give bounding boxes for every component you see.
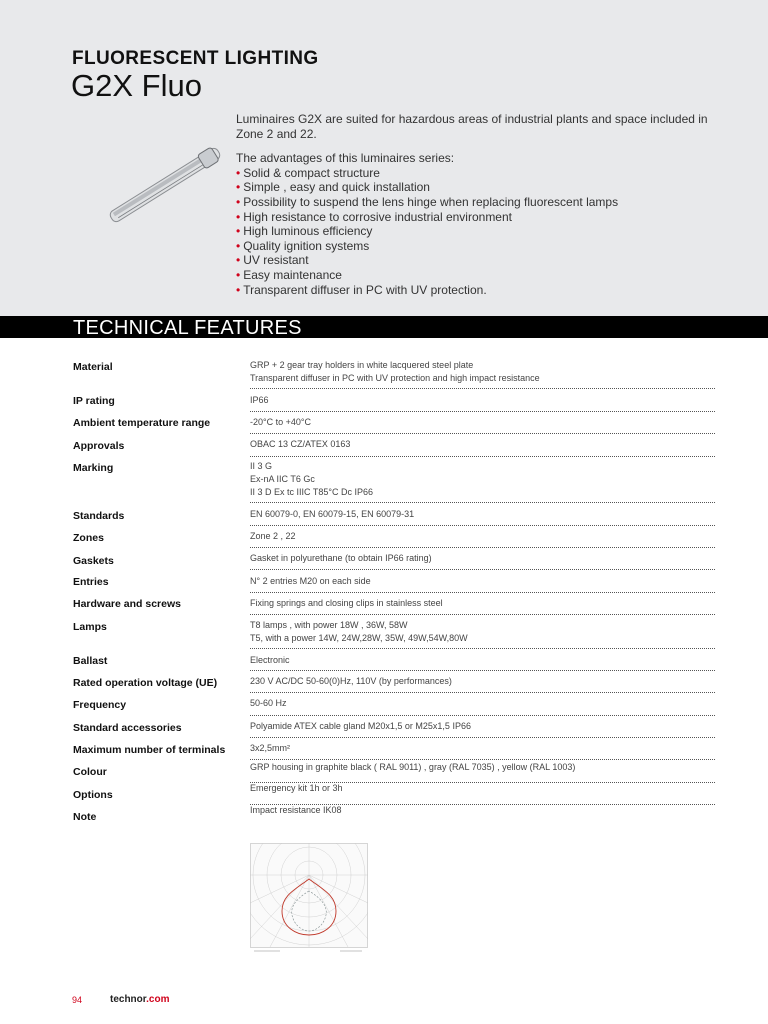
bullet-icon: • bbox=[236, 267, 241, 282]
spec-divider bbox=[250, 411, 715, 412]
advantage-item bbox=[236, 210, 726, 225]
spec-label: Marking bbox=[73, 462, 114, 474]
spec-divider bbox=[250, 388, 715, 389]
advantage-item bbox=[236, 239, 726, 254]
spec-divider bbox=[250, 456, 715, 457]
spec-value-line: GRP housing in graphite black ( RAL 9011) , gray (RAL 7035) , yellow (RAL 1003) bbox=[250, 762, 576, 772]
spec-value bbox=[250, 742, 715, 755]
spec-value-line: Ex-nA IIC T6 Gc bbox=[250, 474, 315, 484]
spec-divider bbox=[250, 547, 715, 548]
spec-value bbox=[250, 720, 715, 733]
spec-divider bbox=[250, 592, 715, 593]
spec-value bbox=[250, 508, 715, 521]
spec-value-line: EN 60079-0, EN 60079-15, EN 60079-31 bbox=[250, 509, 415, 519]
bullet-icon: • bbox=[236, 224, 241, 239]
spec-value-line: T5, with a power 14W, 24W,28W, 35W, 49W,54W,80W bbox=[250, 633, 468, 643]
advantage-item bbox=[236, 224, 726, 239]
spec-value bbox=[250, 804, 715, 817]
spec-divider bbox=[250, 670, 715, 671]
spec-value-line: Electronic bbox=[250, 655, 290, 665]
website-link[interactable] bbox=[110, 994, 169, 1005]
site-tld: .com bbox=[146, 994, 170, 1005]
spec-value-line: 50-60 Hz bbox=[250, 698, 287, 708]
advantage-text: High resistance to corrosive industrial environment bbox=[243, 209, 512, 224]
spec-label: Ambient temperature range bbox=[73, 417, 211, 429]
advantage-item bbox=[236, 195, 726, 210]
spec-label: IP rating bbox=[73, 395, 115, 407]
spec-divider bbox=[250, 433, 715, 434]
advantage-item bbox=[236, 180, 726, 195]
spec-value-line: Impact resistance IK08 bbox=[250, 805, 342, 815]
spec-label: Material bbox=[73, 361, 113, 373]
spec-label: Frequency bbox=[73, 699, 127, 711]
advantage-item bbox=[236, 283, 726, 298]
intro-text bbox=[236, 112, 726, 297]
spec-label: Zones bbox=[73, 532, 104, 544]
spec-label: Standards bbox=[73, 510, 125, 522]
spec-label: Ballast bbox=[73, 655, 108, 667]
spec-value bbox=[250, 438, 715, 451]
spec-value-line: Emergency kit 1h or 3h bbox=[250, 783, 343, 793]
spec-value bbox=[250, 675, 715, 688]
bullet-icon: • bbox=[236, 180, 241, 195]
spec-divider bbox=[250, 525, 715, 526]
spec-divider bbox=[250, 715, 715, 716]
spec-value-line: 230 V AC/DC 50-60(0)Hz, 110V (by performances) bbox=[250, 676, 452, 686]
intro-description: Luminaires G2X are suited for hazardous areas of industrial plants and space included in Zone 2 and 22. bbox=[236, 112, 708, 141]
advantage-text: Transparent diffuser in PC with UV protection. bbox=[243, 282, 487, 297]
section-band bbox=[0, 316, 768, 338]
spec-label: Colour bbox=[73, 766, 107, 778]
advantages-list bbox=[236, 166, 726, 297]
spec-value bbox=[250, 654, 715, 667]
spec-divider bbox=[250, 648, 715, 649]
product-title: G2X Fluo bbox=[71, 68, 202, 103]
spec-value-line: Polyamide ATEX cable gland M20x1,5 or M25x1,5 IP66 bbox=[250, 721, 471, 731]
spec-label: Note bbox=[73, 811, 97, 823]
spec-divider bbox=[250, 502, 715, 503]
spec-value-line: II 3 G bbox=[250, 461, 273, 471]
spec-value bbox=[250, 697, 715, 710]
spec-label: Hardware and screws bbox=[73, 598, 181, 610]
bullet-icon: • bbox=[236, 238, 241, 253]
bullet-icon: • bbox=[236, 253, 241, 268]
spec-value-line: II 3 D Ex tc IIIC T85°C Dc IP66 bbox=[250, 487, 373, 497]
spec-value bbox=[250, 416, 715, 429]
advantage-text: Solid & compact structure bbox=[243, 165, 380, 180]
advantages-heading: The advantages of this luminaires series: bbox=[236, 151, 455, 166]
advantage-item bbox=[236, 166, 726, 181]
spec-value-line: IP66 bbox=[250, 395, 269, 405]
spec-label: Lamps bbox=[73, 621, 107, 633]
spec-value bbox=[250, 597, 715, 610]
spec-divider bbox=[250, 737, 715, 738]
spec-label: Standard accessories bbox=[73, 722, 182, 734]
spec-label: Options bbox=[73, 789, 113, 801]
spec-value-line: OBAC 13 CZ/ATEX 0163 bbox=[250, 439, 351, 449]
spec-value bbox=[250, 394, 715, 407]
spec-value-line: Transparent diffuser in PC with UV protection and high impact resistance bbox=[250, 373, 540, 383]
luminaire-icon bbox=[100, 145, 230, 225]
spec-value bbox=[250, 782, 715, 795]
spec-value-line: Gasket in polyurethane (to obtain IP66 rating) bbox=[250, 553, 432, 563]
advantage-text: Easy maintenance bbox=[243, 267, 342, 282]
spec-value-line: 3x2,5mm² bbox=[250, 743, 291, 753]
spec-value-line: GRP + 2 gear tray holders in white lacquered steel plate bbox=[250, 360, 474, 370]
spec-label: Entries bbox=[73, 576, 109, 588]
page-number: 94 bbox=[72, 995, 83, 1005]
spec-divider bbox=[250, 614, 715, 615]
advantage-text: Possibility to suspend the lens hinge when replacing fluorescent lamps bbox=[243, 194, 619, 209]
advantage-item bbox=[236, 253, 726, 268]
spec-value-line: Zone 2 , 22 bbox=[250, 531, 296, 541]
bullet-icon: • bbox=[236, 165, 241, 180]
spec-value bbox=[250, 460, 715, 499]
bullet-icon: • bbox=[236, 209, 241, 224]
spec-value-line: T8 lamps , with power 18W , 36W, 58W bbox=[250, 620, 408, 630]
section-title: TECHNICAL FEATURES bbox=[73, 317, 302, 339]
spec-value bbox=[250, 761, 715, 774]
spec-label: Gaskets bbox=[73, 555, 114, 567]
spec-value bbox=[250, 575, 715, 588]
spec-label: Rated operation voltage (UE) bbox=[73, 677, 218, 689]
spec-divider bbox=[250, 692, 715, 693]
advantage-item bbox=[236, 268, 726, 283]
spec-value-line: -20°C to +40°C bbox=[250, 417, 311, 427]
spec-value-line: N° 2 entries M20 on each side bbox=[250, 576, 371, 586]
spec-value bbox=[250, 530, 715, 543]
category-title: FLUORESCENT LIGHTING bbox=[72, 48, 319, 69]
spec-divider bbox=[250, 569, 715, 570]
advantage-text: Simple , easy and quick installation bbox=[243, 180, 430, 195]
bullet-icon: • bbox=[236, 194, 241, 209]
spec-value bbox=[250, 359, 715, 385]
advantage-text: Quality ignition systems bbox=[243, 238, 370, 253]
spec-label: Approvals bbox=[73, 440, 125, 452]
spec-value bbox=[250, 552, 715, 565]
spec-value-line: Fixing springs and closing clips in stainless steel bbox=[250, 598, 443, 608]
advantage-text: High luminous efficiency bbox=[243, 224, 373, 239]
polar-light-distribution-icon bbox=[250, 843, 368, 955]
advantage-text: UV resistant bbox=[243, 253, 309, 268]
spec-label: Maximum number of terminals bbox=[73, 744, 226, 756]
spec-value bbox=[250, 619, 715, 645]
site-name: technor bbox=[110, 994, 147, 1005]
spec-divider bbox=[250, 759, 715, 760]
bullet-icon: • bbox=[236, 282, 241, 297]
